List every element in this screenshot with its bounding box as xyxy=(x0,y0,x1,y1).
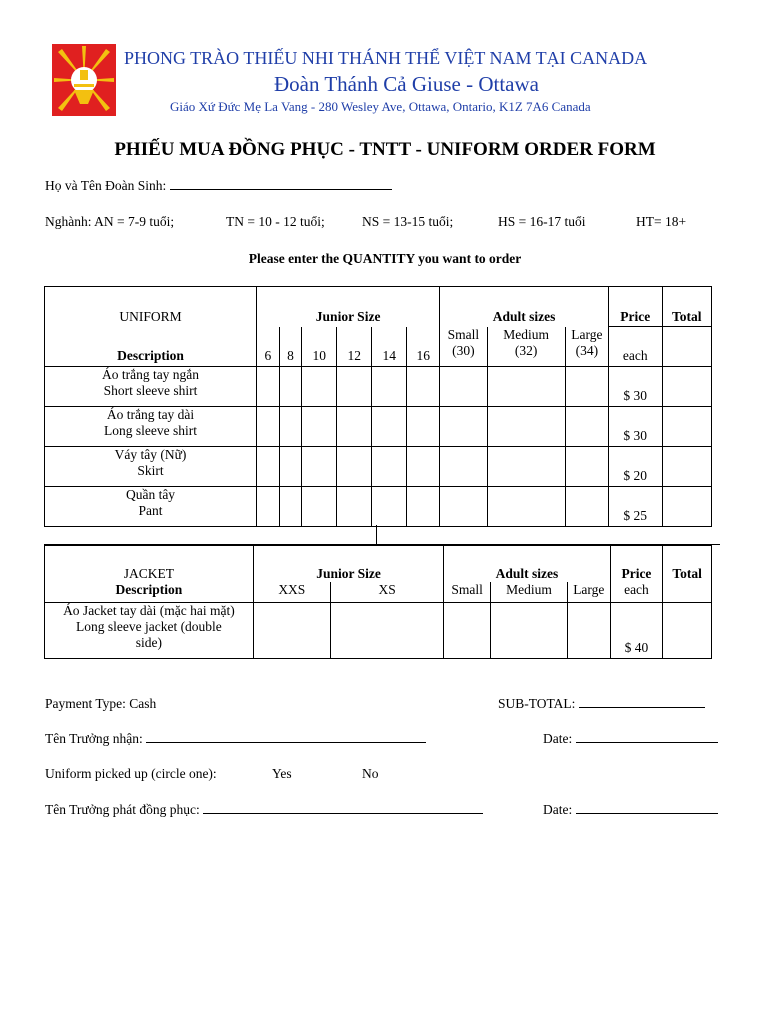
qty-cell[interactable] xyxy=(487,487,565,527)
size-16: 16 xyxy=(407,327,440,367)
item-price: $ 25 xyxy=(608,487,662,527)
uniform-total-label: Total xyxy=(662,287,712,327)
distribute-date-row xyxy=(543,802,718,818)
item-price: $ 20 xyxy=(608,447,662,487)
qty-cell[interactable] xyxy=(407,407,440,447)
distribute-date-field[interactable] xyxy=(576,813,718,814)
qty-cell[interactable] xyxy=(487,447,565,487)
size-small-num: (30) xyxy=(452,342,475,358)
qty-cell[interactable] xyxy=(440,447,487,487)
payment-type: Payment Type: Cash xyxy=(45,696,157,711)
uniform-table xyxy=(44,286,712,527)
jacket-total-label: Total xyxy=(663,546,712,583)
page-title: PHIẾU MUA ĐỒNG PHỤC - TNTT - UNIFORM ORDER FORM xyxy=(114,139,656,160)
student-name-field[interactable] xyxy=(170,189,392,190)
item-price: $ 30 xyxy=(608,407,662,447)
branch-hs: HS = 16-17 tuổi xyxy=(498,214,586,229)
size-xxs: XXS xyxy=(253,582,330,602)
item-desc xyxy=(45,407,257,447)
branch-ns: NS = 13-15 tuổi; xyxy=(362,214,454,229)
total-cell[interactable] xyxy=(662,407,712,447)
qty-cell[interactable] xyxy=(487,367,565,407)
qty-cell[interactable] xyxy=(279,447,302,487)
item-desc xyxy=(45,487,257,527)
qty-cell[interactable] xyxy=(337,447,372,487)
receive-date-row xyxy=(543,731,718,747)
size-10: 10 xyxy=(302,327,337,367)
qty-cell[interactable] xyxy=(302,447,337,487)
uniform-desc-label: Description xyxy=(45,327,257,367)
table-row xyxy=(45,367,712,407)
qty-cell[interactable] xyxy=(440,487,487,527)
distributor-label: Tên Trưởng phát đồng phục: xyxy=(45,802,200,817)
org-line: PHONG TRÀO THIẾU NHI THÁNH THỂ VIỆT NAM TẠI CANADA xyxy=(124,48,648,68)
receive-date-label: Date: xyxy=(543,731,573,746)
item-vn: Váy tây (Nữ) xyxy=(114,447,187,462)
qty-cell[interactable] xyxy=(407,447,440,487)
qty-cell[interactable] xyxy=(279,367,302,407)
picked-up-label: Uniform picked up (circle one): xyxy=(45,766,217,781)
jacket-each-label: each xyxy=(610,582,663,602)
item-desc xyxy=(45,367,257,407)
qty-cell[interactable] xyxy=(337,407,372,447)
branch-an: Nghành: AN = 7-9 tuổi; xyxy=(45,214,175,229)
jacket-section-label: JACKET xyxy=(45,546,254,583)
qty-cell[interactable] xyxy=(253,602,330,658)
qty-cell[interactable] xyxy=(491,602,568,658)
qty-cell[interactable] xyxy=(565,367,608,407)
distribute-date-label: Date: xyxy=(543,802,573,817)
jacket-adult-label: Adult sizes xyxy=(444,546,610,583)
qty-cell[interactable] xyxy=(372,447,407,487)
jacket-size-medium: Medium xyxy=(491,582,568,602)
item-vn: Áo trắng tay dài xyxy=(106,407,195,422)
total-header-blank xyxy=(662,327,712,367)
picked-up-yes[interactable]: Yes xyxy=(272,766,292,781)
qty-cell[interactable] xyxy=(565,407,608,447)
size-14: 14 xyxy=(372,327,407,367)
receiver-row xyxy=(45,731,426,747)
size-12: 12 xyxy=(337,327,372,367)
student-name-label: Họ và Tên Đoàn Sinh: xyxy=(45,178,167,193)
subtotal-label: SUB-TOTAL: xyxy=(498,696,576,711)
item-vn: Quần tây xyxy=(125,487,176,502)
receiver-field[interactable] xyxy=(146,742,426,743)
branch-ht: HT= 18+ xyxy=(636,214,687,229)
distributor-row xyxy=(45,802,483,818)
item-en: Short sleeve shirt xyxy=(103,383,198,398)
size-medium-name: Medium xyxy=(503,326,550,342)
price-each-label: each xyxy=(608,327,662,367)
total-cell[interactable] xyxy=(662,367,712,407)
qty-cell[interactable] xyxy=(279,407,302,447)
receiver-label: Tên Trưởng nhận: xyxy=(45,731,143,746)
qty-cell[interactable] xyxy=(302,367,337,407)
qty-cell[interactable] xyxy=(257,447,280,487)
uniform-junior-label: Junior Size xyxy=(257,287,440,327)
qty-cell[interactable] xyxy=(440,407,487,447)
qty-cell[interactable] xyxy=(407,367,440,407)
qty-cell[interactable] xyxy=(565,447,608,487)
qty-cell[interactable] xyxy=(440,367,487,407)
subtotal-row xyxy=(498,696,705,712)
qty-cell[interactable] xyxy=(337,487,372,527)
jacket-item-line: Áo Jacket tay dài (mặc hai mặt) xyxy=(63,602,235,618)
total-cell[interactable] xyxy=(662,487,712,527)
size-large-num: (34) xyxy=(575,342,599,358)
total-cell[interactable] xyxy=(662,447,712,487)
jacket-size-large: Large xyxy=(568,582,611,602)
uniform-adult-label: Adult sizes xyxy=(440,287,609,327)
table-row xyxy=(45,487,712,527)
size-small xyxy=(440,327,487,367)
jacket-item-line: Long sleeve jacket (double xyxy=(75,618,222,634)
picked-up-no[interactable]: No xyxy=(362,766,379,781)
size-large-name: Large xyxy=(571,326,603,342)
qty-cell[interactable] xyxy=(568,602,611,658)
qty-cell[interactable] xyxy=(257,367,280,407)
jacket-junior-label: Junior Size xyxy=(253,546,444,583)
jacket-table xyxy=(44,545,712,659)
item-price: $ 30 xyxy=(608,367,662,407)
size-large xyxy=(565,327,608,367)
item-en: Skirt xyxy=(137,463,164,478)
qty-cell[interactable] xyxy=(257,407,280,447)
item-en: Long sleeve shirt xyxy=(104,423,197,438)
item-en: Pant xyxy=(138,503,163,518)
student-name-row xyxy=(45,178,392,194)
table-row xyxy=(45,602,712,658)
table-row xyxy=(45,407,712,447)
item-vn: Áo trắng tay ngắn xyxy=(101,367,200,382)
size-medium xyxy=(487,327,565,367)
address: Giáo Xứ Đức Mẹ La Vang - 280 Wesley Ave, Ottawa, Ontario, K1Z 7A6 Canada xyxy=(170,99,591,114)
qty-cell[interactable] xyxy=(444,602,491,658)
table-separator-tick xyxy=(376,525,377,545)
instruction: Please enter the QUANTITY you want to order xyxy=(248,251,522,266)
jacket-desc-label: Description xyxy=(45,582,254,602)
total-cell[interactable] xyxy=(663,602,712,658)
subtotal-field[interactable] xyxy=(579,707,705,708)
qty-cell[interactable] xyxy=(372,367,407,407)
branch-tn: TN = 10 - 12 tuổi; xyxy=(226,214,325,229)
jacket-item-desc xyxy=(45,602,254,658)
distributor-field[interactable] xyxy=(203,813,483,814)
qty-cell[interactable] xyxy=(372,407,407,447)
qty-cell[interactable] xyxy=(372,487,407,527)
receive-date-field[interactable] xyxy=(576,742,718,743)
size-6: 6 xyxy=(257,327,280,367)
jacket-price-label: Price xyxy=(610,546,663,583)
qty-cell[interactable] xyxy=(302,487,337,527)
chapter-name: Đoàn Thánh Cả Giuse - Ottawa xyxy=(274,72,539,96)
qty-cell[interactable] xyxy=(487,407,565,447)
qty-cell[interactable] xyxy=(330,602,444,658)
jacket-total-header-blank xyxy=(663,582,712,602)
qty-cell[interactable] xyxy=(302,407,337,447)
qty-cell[interactable] xyxy=(337,367,372,407)
uniform-price-label: Price xyxy=(608,287,662,327)
qty-cell[interactable] xyxy=(279,487,302,527)
jacket-price: $ 40 xyxy=(610,602,663,658)
uniform-section-label: UNIFORM xyxy=(45,287,257,327)
size-8: 8 xyxy=(279,327,302,367)
table-row xyxy=(45,447,712,487)
jacket-item-line: side) xyxy=(135,634,163,650)
qty-cell[interactable] xyxy=(565,487,608,527)
size-small-name: Small xyxy=(447,326,480,342)
tntt-logo-icon xyxy=(52,44,116,116)
qty-cell[interactable] xyxy=(257,487,280,527)
item-desc xyxy=(45,447,257,487)
size-xs: XS xyxy=(330,582,444,602)
qty-cell[interactable] xyxy=(407,487,440,527)
size-medium-num: (32) xyxy=(514,342,538,358)
jacket-size-small: Small xyxy=(444,582,491,602)
